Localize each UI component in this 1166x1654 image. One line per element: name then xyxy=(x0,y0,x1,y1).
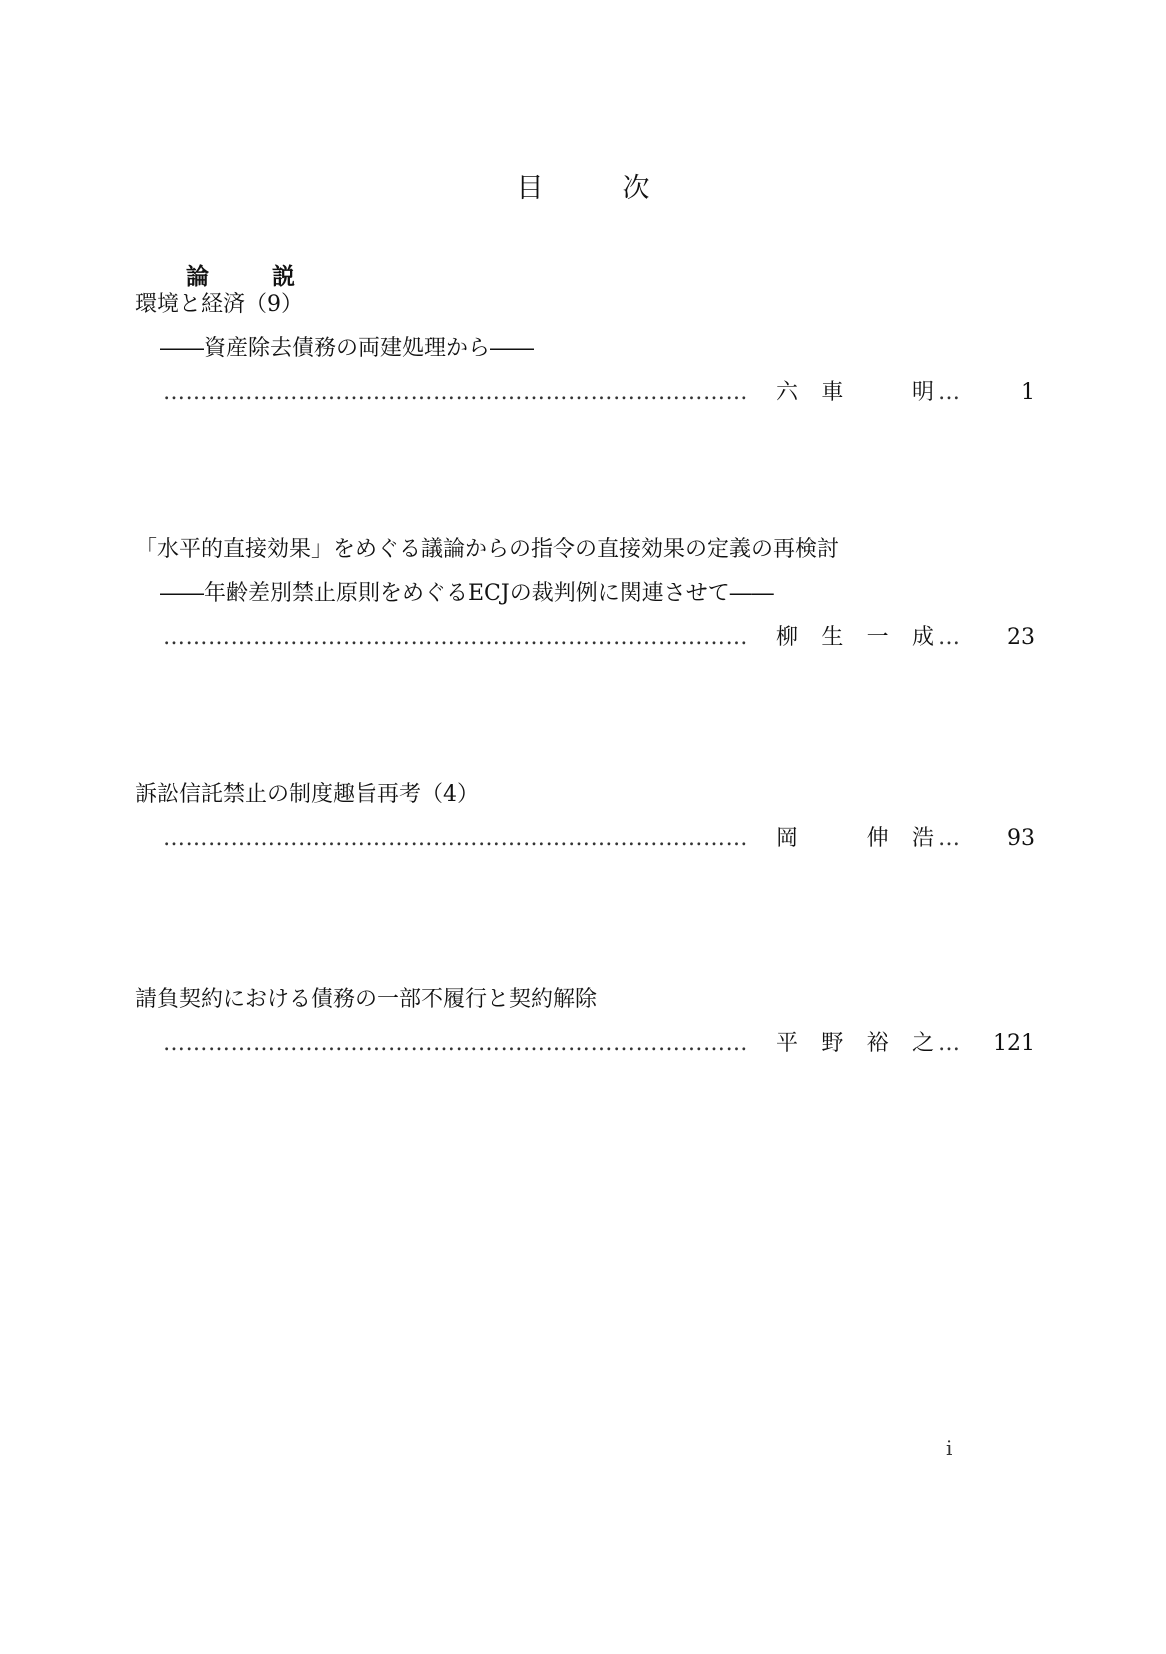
author-name xyxy=(775,623,935,653)
page-number[interactable]: 93 xyxy=(1007,826,1035,851)
author-char: 之 xyxy=(911,1031,934,1056)
author-char: 岡 xyxy=(775,826,798,851)
trail-dots: … xyxy=(938,1031,960,1056)
leader-dots: …………………………………………………………………… xyxy=(163,1031,748,1056)
author-name xyxy=(775,824,935,854)
leader-row xyxy=(163,1029,1035,1059)
page-number[interactable]: 121 xyxy=(993,1031,1035,1056)
toc-entry-2[interactable] xyxy=(135,535,1035,653)
leader-dots: …………………………………………………………………… xyxy=(163,826,748,851)
entry-subtitle: ――年齢差別禁止原則をめぐるECJの裁判例に関連させて―― xyxy=(160,581,774,606)
footer-page-number: i xyxy=(946,1436,953,1460)
page-number[interactable]: 23 xyxy=(1007,625,1035,650)
toc-entry-4[interactable] xyxy=(135,985,1035,1059)
author-char: 裕 xyxy=(866,1031,889,1056)
author-char: 六 xyxy=(775,380,798,405)
toc-entry-3[interactable] xyxy=(135,780,1035,854)
leader-row xyxy=(163,378,1035,408)
author-char xyxy=(866,378,890,408)
author-char: 柳 xyxy=(775,625,798,650)
author-char: 伸 xyxy=(866,826,889,851)
author-char: 一 xyxy=(866,625,889,650)
leader-row xyxy=(163,623,1035,653)
author-name xyxy=(775,1029,935,1059)
entry-title[interactable]: 「水平的直接効果」をめぐる議論からの指令の直接効果の定義の再検討 xyxy=(135,537,840,562)
entry-title[interactable]: 環境と経済（9） xyxy=(135,292,303,317)
author-char: 生 xyxy=(821,625,844,650)
page-number[interactable]: 1 xyxy=(1021,380,1035,405)
trail-dots: … xyxy=(938,826,960,851)
leader-dots: …………………………………………………………………… xyxy=(163,380,748,405)
toc-entry-1[interactable] xyxy=(135,290,1035,408)
section-heading: 論 説 xyxy=(186,263,315,290)
trail-dots: … xyxy=(938,380,960,405)
page-title: 目 次 xyxy=(516,173,676,204)
author-char: 成 xyxy=(911,625,934,650)
leader-row xyxy=(163,824,1035,854)
entry-title[interactable]: 訴訟信託禁止の制度趣旨再考（4） xyxy=(135,782,479,807)
entry-subtitle: ――資産除去債務の両建処理から―― xyxy=(160,336,535,361)
author-char: 車 xyxy=(821,380,844,405)
author-name xyxy=(775,378,935,408)
author-char: 明 xyxy=(911,380,934,405)
author-char: 浩 xyxy=(911,826,934,851)
author-char: 平 xyxy=(775,1031,798,1056)
author-char: 野 xyxy=(821,1031,844,1056)
author-char xyxy=(820,824,844,854)
leader-dots: …………………………………………………………………… xyxy=(163,625,748,650)
entry-title[interactable]: 請負契約における債務の一部不履行と契約解除 xyxy=(135,987,598,1012)
trail-dots: … xyxy=(938,625,960,650)
